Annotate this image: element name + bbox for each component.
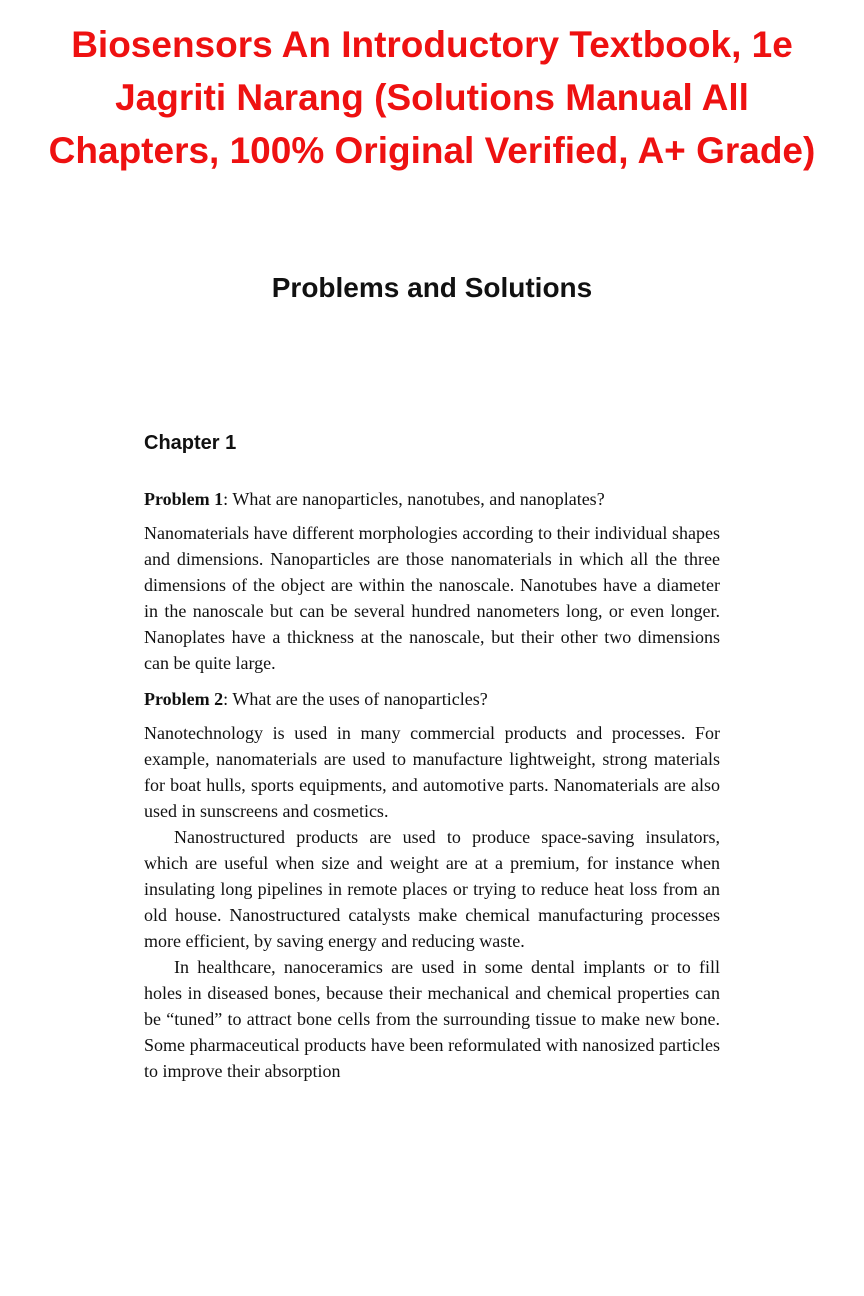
answer-paragraph: In healthcare, nanoceramics are used in some dental implants or to fill holes in diseased bones, because their mechanical and chemical properties can be “tuned” to attract bone cells from the surrounding tissue to make new bone. Some pharmaceutical products have been reformulated with nanosized particles to improve their absorption (144, 957, 720, 1081)
document-title: Biosensors An Introductory Textbook, 1e Jagriti Narang (Solutions Manual All Chapters, 100% Original Verified, A+ Grade) (48, 24, 816, 171)
answer-paragraph: Nanotechnology is used in many commercial products and processes. For example, nanomaterials are used to manufacture lightweight, strong materials for boat hulls, sports equipments, and automotive parts. Nanomaterials are also used in sunscreens and cosmetics. (144, 723, 720, 821)
answer-paragraph: Nanostructured products are used to produce space-saving insulators, which are useful when size and weight are at a premium, for instance when insulating long pipelines in remote places or trying to reduce heat loss from an old house. Nanostructured catalysts make chemical manufacturing processes more efficient, by saving energy and reducing waste. (144, 827, 720, 951)
problem-question-text: : What are the uses of nanoparticles? (223, 689, 488, 709)
problem-question (144, 686, 720, 712)
problem-label: Problem 1 (144, 489, 224, 509)
answer-paragraph: Nanomaterials have different morphologies according to their individual shapes and dimensions. Nanoparticles are those nanomaterials in which all the three dimensions of the object are within the nanoscale. Nanotubes have a diameter in the nanoscale but can be several hundred nanometers long, or even longer. Nanoplates have a thickness at the nanoscale, but their other two dimensions can be quite large. (144, 523, 720, 673)
section-title: Problems and Solutions (271, 272, 593, 303)
problem-label: Problem 2 (144, 689, 224, 709)
problem-question-text: : What are nanoparticles, nanotubes, and nanoplates? (223, 489, 605, 509)
problem-question (144, 486, 720, 512)
chapter-content (144, 428, 720, 1094)
chapter-heading: Chapter 1 (144, 432, 237, 454)
